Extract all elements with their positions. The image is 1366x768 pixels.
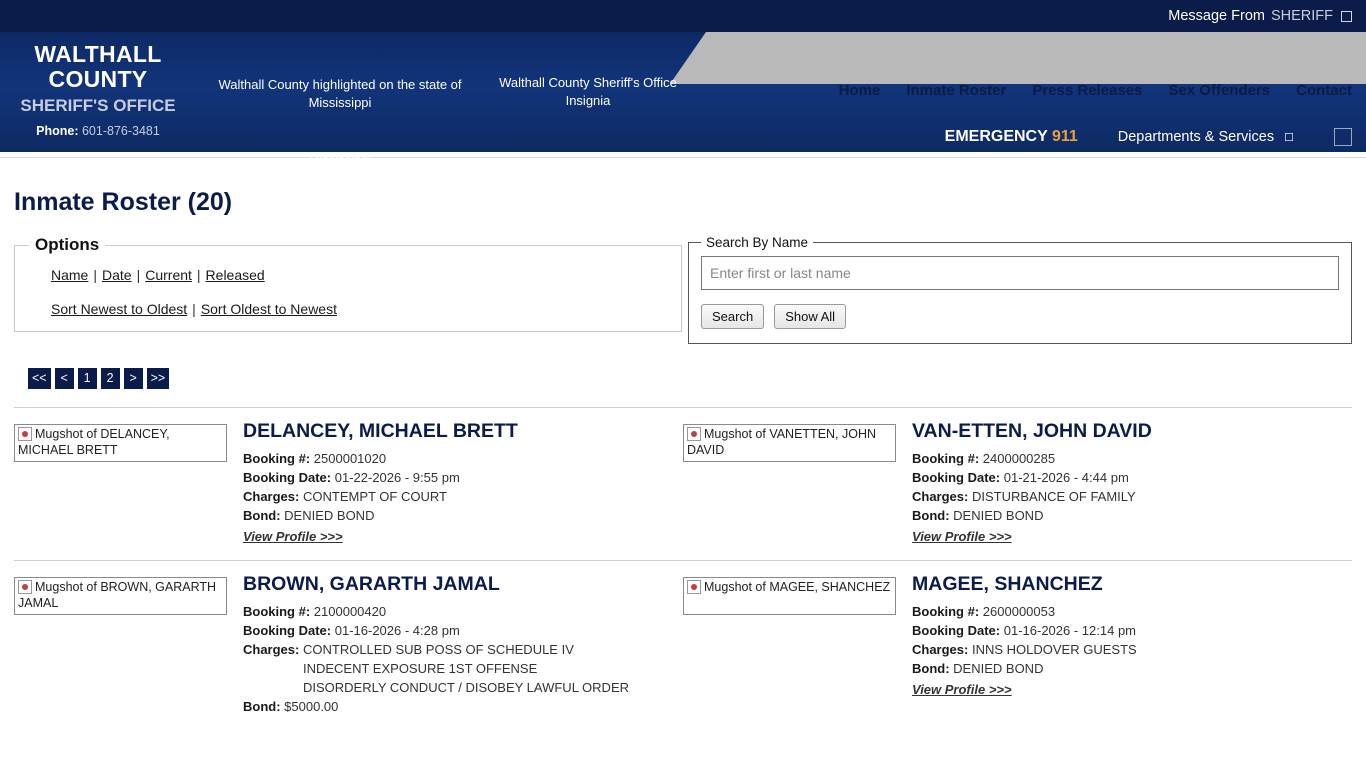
pagination-next[interactable]: > (124, 368, 143, 389)
options-filter-links: Name | Date | Current | Released (51, 267, 265, 283)
filter-link-released[interactable]: Released (205, 267, 265, 283)
inmate-name: DELANCEY, MICHAEL BRETT (243, 420, 518, 442)
mugshot-alt-text: Mugshot of DELANCEY, MICHAEL BRETT (18, 427, 170, 457)
departments-services-label: Departments & Services (1117, 129, 1275, 145)
main-content (0, 188, 1366, 730)
hamburger-menu-icon[interactable] (1334, 128, 1352, 146)
search-buttons (701, 304, 1339, 329)
bond-value: $5000.00 (284, 699, 339, 714)
broken-image-icon (687, 427, 701, 441)
search-panel (688, 235, 1352, 344)
mugshot-alt-text: Mugshot of VANETTEN, JOHN DAVID (687, 427, 877, 457)
pagination-page-1[interactable]: 1 (78, 368, 97, 389)
pagination-last[interactable]: >> (147, 368, 170, 389)
list-item (683, 573, 1352, 716)
view-profile-link[interactable]: View Profile >>> (243, 529, 343, 544)
bond-value: DENIED BOND (953, 508, 1044, 523)
bond-label: Bond: (912, 508, 950, 523)
show-all-button[interactable]: Show All (774, 304, 846, 329)
search-input[interactable] (701, 256, 1339, 290)
booking-number-value: 2600000053 (982, 604, 1056, 619)
sort-link-newest-to-oldest[interactable]: Sort Newest to Oldest (51, 301, 188, 317)
chevron-down-icon: ☐ (1284, 132, 1294, 144)
bond-row (912, 659, 1342, 678)
site-header (0, 32, 1366, 167)
booking-date-row (912, 468, 1342, 487)
filter-link-date[interactable]: Date (102, 267, 132, 283)
nav-item-sex-offenders[interactable]: Sex Offenders (1168, 82, 1271, 99)
emergency-label: EMERGENCY (944, 128, 1048, 145)
pagination-page-2[interactable]: 2 (101, 368, 120, 389)
state-map-alt-text: Walthall County highlighted on the state of Mississippi (218, 77, 462, 110)
pagination-first[interactable]: << (28, 368, 51, 389)
bond-label: Bond: (912, 661, 950, 676)
bond-row (912, 506, 1342, 525)
list-item (14, 420, 683, 546)
inmate-name: MAGEE, SHANCHEZ (912, 573, 1103, 595)
secondary-navigation (945, 128, 1352, 146)
bond-value: DENIED BOND (953, 661, 1044, 676)
booking-number-row (912, 602, 1342, 621)
booking-date-value: 01-16-2026 - 12:14 pm (1003, 623, 1137, 638)
options-sort-links: Sort Newest to Oldest | Sort Oldest to Newest (51, 301, 337, 317)
phone-label: Phone: (36, 124, 79, 138)
charge-item: CONTEMPT OF COURT (302, 489, 447, 504)
emergency-number: 911 (1051, 128, 1078, 145)
charge-item: CONTROLLED SUB POSS OF SCHEDULE IV (302, 642, 574, 657)
booking-number-label: Booking #: (912, 604, 980, 619)
inmate-details (912, 420, 1342, 546)
table-row (14, 407, 1352, 560)
nav-item-contact[interactable]: Contact (1296, 82, 1352, 99)
filter-link-current[interactable]: Current (145, 267, 192, 283)
mugshot-alt-text: Mugshot of MAGEE, SHANCHEZ (704, 580, 891, 594)
bond-label: Bond: (243, 699, 281, 714)
booking-date-value: 01-21-2026 - 4:44 pm (1003, 470, 1129, 485)
inmate-roster-list (14, 407, 1352, 730)
inmate-details (243, 420, 673, 546)
brand-phone (0, 124, 196, 138)
sort-link-oldest-to-newest[interactable]: Sort Oldest to Newest (200, 301, 337, 317)
bond-value: DENIED BOND (284, 508, 375, 523)
charges-label: Charges: (912, 489, 969, 504)
chevron-down-icon[interactable] (1341, 11, 1352, 22)
list-item (683, 420, 1352, 546)
booking-date-value: 01-16-2026 - 4:28 pm (334, 623, 460, 638)
controls-row (14, 235, 1352, 344)
booking-number-row (912, 449, 1342, 468)
charges-list (303, 640, 629, 697)
search-button[interactable]: Search (701, 304, 764, 329)
insignia-alt-text: Walthall County Sheriff's Office Insignia (499, 75, 677, 108)
charge-item: INNS HOLDOVER GUESTS (971, 642, 1137, 657)
primary-navigation (839, 82, 1352, 99)
departments-services-menu[interactable] (1118, 129, 1294, 145)
booking-date-row (912, 621, 1342, 640)
booking-date-value: 01-22-2026 - 9:55 pm (334, 470, 460, 485)
sheriff-insignia-image (488, 74, 688, 110)
booking-number-row (243, 602, 673, 621)
page-title: Inmate Roster (20) (14, 188, 233, 216)
site-brand[interactable] (0, 42, 196, 138)
bond-row (243, 697, 673, 716)
booking-number-value: 2500001020 (313, 451, 387, 466)
state-map-image (198, 76, 482, 112)
charges-row (912, 487, 1342, 506)
booking-date-label: Booking Date: (912, 470, 1001, 485)
state-map-caption: Mississippi (308, 152, 372, 167)
inmate-name: BROWN, GARARTH JAMAL (243, 573, 500, 595)
message-from-value: SHERIFF (1270, 8, 1333, 24)
inmate-mugshot[interactable] (683, 424, 896, 462)
message-from-label: Message From (1168, 8, 1265, 24)
pagination (28, 368, 1352, 389)
search-legend: Search By Name (706, 235, 809, 250)
charges-label: Charges: (243, 642, 300, 657)
charge-item: DISTURBANCE OF FAMILY (971, 489, 1136, 504)
list-item (14, 573, 683, 716)
booking-date-row (243, 468, 673, 487)
emergency-info (945, 128, 1078, 146)
nav-item-press-releases[interactable]: Press Releases (1032, 82, 1143, 99)
nav-item-home[interactable]: Home (838, 82, 881, 99)
bond-row (243, 506, 673, 525)
options-panel (14, 235, 682, 332)
phone-number: 601-876-3481 (81, 124, 160, 138)
inmate-mugshot[interactable] (683, 577, 896, 615)
brand-county-name: WALTHALL COUNTY (34, 41, 162, 92)
charges-list (303, 487, 447, 506)
booking-date-label: Booking Date: (243, 470, 332, 485)
charges-list (972, 487, 1136, 506)
booking-date-row (243, 621, 673, 640)
bond-label: Bond: (243, 508, 281, 523)
inmate-name: VAN-ETTEN, JOHN DAVID (912, 420, 1152, 442)
broken-image-icon (18, 427, 32, 441)
view-profile-link[interactable]: View Profile >>> (912, 529, 1012, 544)
booking-number-value: 2100000420 (313, 604, 387, 619)
booking-date-label: Booking Date: (912, 623, 1001, 638)
brand-office-name: SHERIFF'S OFFICE (20, 96, 176, 115)
pagination-prev[interactable]: < (55, 368, 74, 389)
inmate-details (912, 573, 1342, 716)
charges-label: Charges: (243, 489, 300, 504)
header-wedge-decoration (706, 32, 1366, 84)
broken-image-icon (18, 580, 32, 594)
booking-number-label: Booking #: (912, 451, 980, 466)
top-message-bar (0, 0, 1366, 32)
booking-number-value: 2400000285 (982, 451, 1056, 466)
booking-number-row (243, 449, 673, 468)
charge-item: DISORDERLY CONDUCT / DISOBEY LAWFUL ORDER (302, 680, 630, 695)
broken-image-icon (687, 580, 701, 594)
charges-row (912, 640, 1342, 659)
mugshot-alt-text: Mugshot of BROWN, GARARTH JAMAL (18, 580, 217, 610)
booking-number-label: Booking #: (243, 451, 311, 466)
nav-item-inmate-roster[interactable]: Inmate Roster (906, 82, 1007, 99)
booking-number-label: Booking #: (243, 604, 311, 619)
charges-list (972, 640, 1137, 659)
charges-row (243, 487, 673, 506)
table-row (14, 560, 1352, 730)
booking-date-label: Booking Date: (243, 623, 332, 638)
inmate-details (243, 573, 673, 716)
charge-item: INDECENT EXPOSURE 1ST OFFENSE (302, 661, 538, 676)
inmate-mugshot[interactable] (14, 577, 227, 615)
view-profile-link[interactable]: View Profile >>> (912, 682, 1012, 697)
inmate-mugshot[interactable] (14, 424, 227, 462)
charges-row (243, 640, 673, 697)
options-legend: Options (35, 235, 100, 254)
filter-link-name[interactable]: Name (51, 267, 89, 283)
charges-label: Charges: (912, 642, 969, 657)
